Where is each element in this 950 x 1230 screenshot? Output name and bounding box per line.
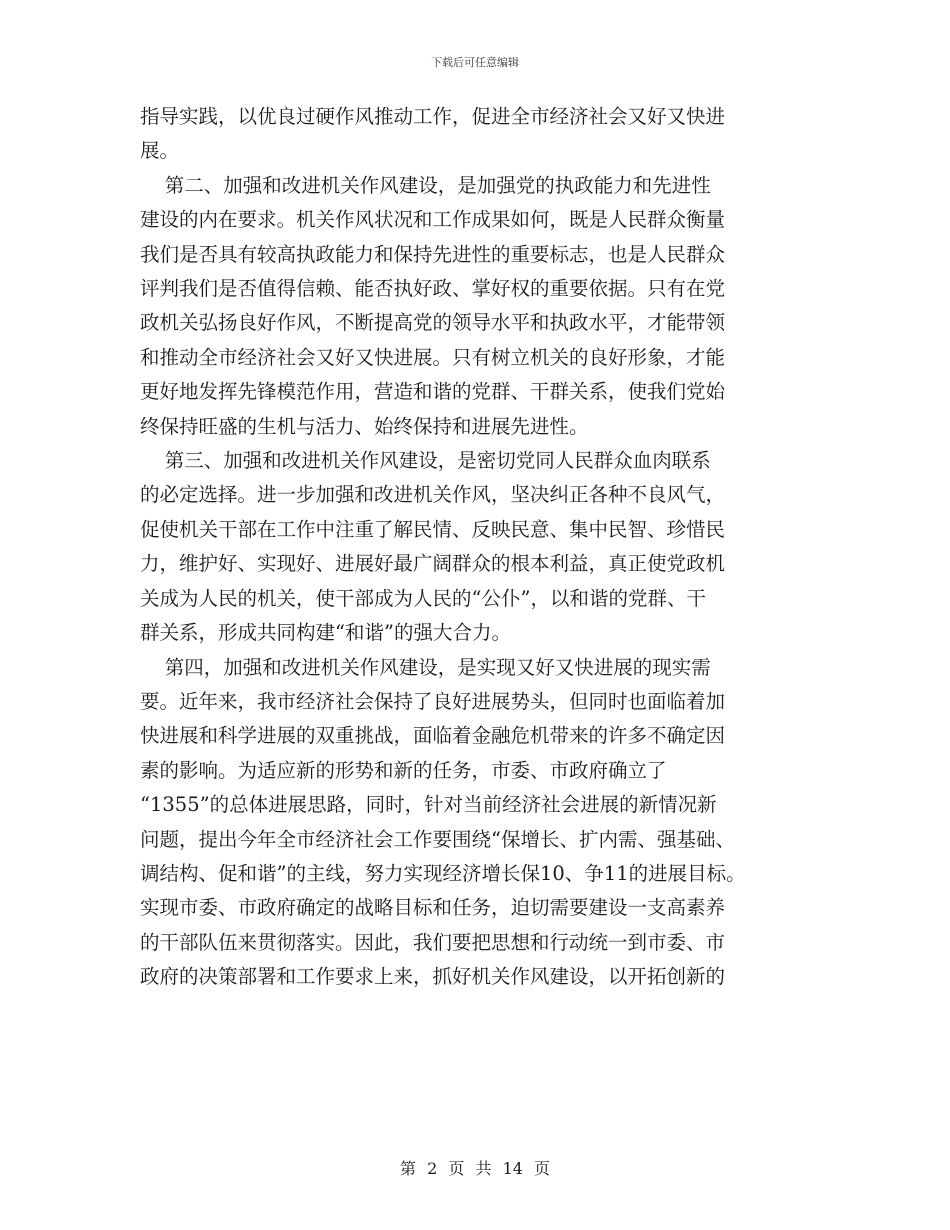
download-edit-note: 下载后可任意编辑 [431,56,519,69]
text-line: 实现市委、市政府确定的战略目标和任务，迫切需要建设一支高素养 [140,896,726,920]
paragraph [140,100,810,169]
text-line: 建设的内在要求。机关作风状况和工作成果如何，既是人民群众衡量 [140,208,726,232]
text-line: 要。近年来，我市经济社会保持了良好进展势头，但同时也面临着加 [140,689,726,713]
paragraph [140,651,810,995]
text-line: 政府的决策部署和工作要求上来，抓好机关作风建设，以开拓创新的 [140,965,726,989]
text-line: 终保持旺盛的生机与活力、始终保持和进展先进性。 [140,414,589,438]
text-line: 促使机关干部在工作中注重了解民情、反映民意、集中民智、珍惜民 [140,517,726,541]
text-line: 群关系，形成共同构建“和谐”的强大合力。 [140,621,511,645]
text-line: 调结构、促和谐”的主线，努力实现经济增长保10、争11的进展目标。 [140,861,746,885]
text-line: 关成为人民的机关，使干部成为人民的“公仆”，以和谐的党群、干 [140,586,706,610]
text-line: 快进展和科学进展的双重挑战，面临着金融危机带来的许多不确定因 [140,724,726,748]
text-line: “1355”的总体进展思路，同时，针对当前经济社会进展的新情况新 [140,793,717,817]
text-line: 和推动全市经济社会又好又快进展。只有树立机关的良好形象，才能 [140,345,726,369]
text-line: 更好地发挥先锋模范作用，营造和谐的党群、干群关系，使我们党始 [140,380,726,404]
text-line: 展。 [140,139,180,163]
total-pages-number: 14 [502,1159,523,1178]
text-line: 力，维护好、实现好、进展好最广阔群众的根本利益，真正使党政机 [140,552,726,576]
document-body [140,100,810,995]
text-line: 素的影响。为适应新的形势和新的任务，市委、市政府确立了 [140,758,667,782]
total-word: 共 [475,1159,492,1178]
page-header [0,54,950,70]
text-line: 第二、加强和改进机关作风建设，是加强党的执政能力和先进性 [140,173,711,197]
text-line: 的干部队伍来贯彻落实。因此，我们要把思想和行动统一到市委、市 [140,930,726,954]
text-line: 第三、加强和改进机关作风建设，是密切党同人民群众血肉联系 [140,449,711,473]
text-line: 的必定选择。进一步加强和改进机关作风，坚决纠正各种不良风气， [140,483,726,507]
text-line: 问题，提出今年全市经济社会工作要围绕“保增长、扩内需、强基础、 [140,827,735,851]
paragraph [140,169,810,444]
page-word: 页 [448,1159,465,1178]
page-number-suffix: 页 [534,1159,551,1178]
page-footer [0,1156,950,1179]
page-number-prefix: 第 [399,1159,416,1178]
current-page-number: 2 [427,1159,438,1178]
text-line: 评判我们是否值得信赖、能否执好政、掌好权的重要依据。只有在党 [140,277,726,301]
text-line: 指导实践，以优良过硬作风推动工作，促进全市经济社会又好又快进 [140,105,726,128]
text-line: 第四，加强和改进机关作风建设，是实现又好又快进展的现实需 [140,655,711,679]
text-line: 我们是否具有较高执政能力和保持先进性的重要标志，也是人民群众 [140,242,726,266]
paragraph [140,444,810,650]
text-line: 政机关弘扬良好作风，不断提高党的领导水平和执政水平，才能带领 [140,311,726,335]
